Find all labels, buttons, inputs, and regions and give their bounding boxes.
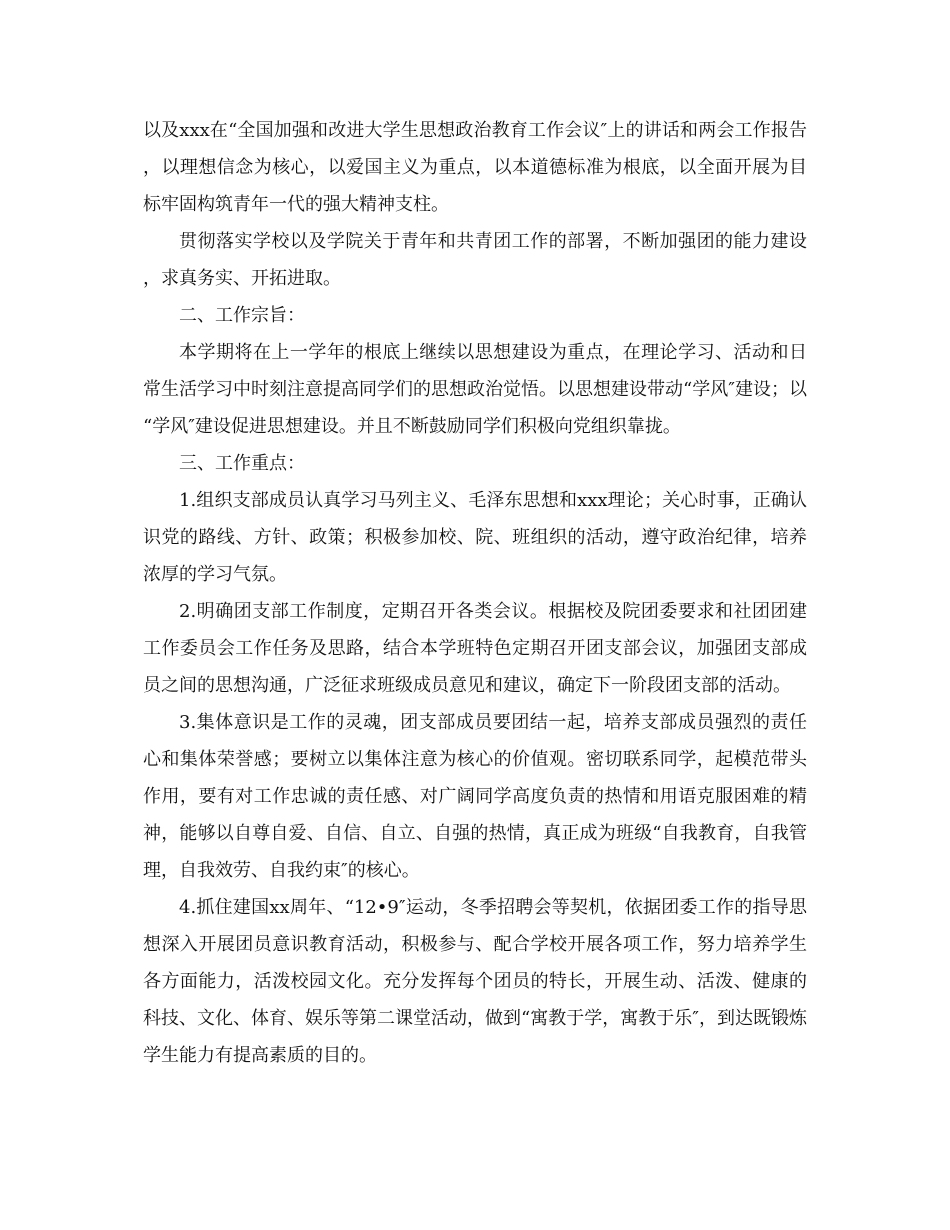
list-item-2: 2.明确团支部工作制度，定期召开各类会议。根据校及院团委要求和社团团建工作委员会工作任务及思路，结合本学班特色定期召开团支部会议，加强团支部成员之间的思想沟通，广泛征求班级成员意见和建议，确定下一阶段团支部的活动。 (143, 601, 807, 696)
paragraph-2: 贯彻落实学校以及学院关于青年和共青团工作的部署，不断加强团的能力建设，求真务实、开拓进取。 (143, 231, 807, 289)
section-heading-3: 三、工作重点： (179, 453, 305, 474)
paragraph-3: 本学期将在上一学年的根底上继续以思想建设为重点，在理论学习、活动和日常生活学习中时刻注意提高同学们的思想政治觉悟。以思想建设带动“学风″建设；以“学风″建设促进思想建设。并且不断鼓励同学们积极向党组织靠拢。 (143, 342, 807, 437)
list-item-1: 1.组织支部成员认真学习马列主义、毛泽东思想和xxx理论；关心时事，正确认识党的路线、方针、政策；积极参加校、院、班组织的活动，遵守政治纪律，培养浓厚的学习气氛。 (143, 490, 807, 585)
section-heading-2: 二、工作宗旨： (179, 305, 305, 326)
list-item-4: 4.抓住建国xx周年、“12•9″运动，冬季招聘会等契机，依据团委工作的指导思想深入开展团员意识教育活动，积极参与、配合学校开展各项工作，努力培养学生各方面能力，活泼校园文化。充分发挥每个团员的特长，开展生动、活泼、健康的科技、文化、体育、娱乐等第二课堂活动，做到“寓教于学，寓教于乐″，到达既锻炼学生能力有提高素质的目的。 (143, 897, 808, 1066)
document-body (143, 112, 807, 1074)
paragraph-1: 以及xxx在“全国加强和改进大学生思想政治教育工作会议″上的讲话和两会工作报告，以理想信念为核心，以爱国主义为重点，以本道德标准为根底，以全面开展为目标牢固构筑青年一代的强大精神支柱。 (143, 120, 807, 215)
list-item-3: 3.集体意识是工作的灵魂，团支部成员要团结一起，培养支部成员强烈的责任心和集体荣誉感；要树立以集体注意为核心的价值观。密切联系同学，起模范带头作用，要有对工作忠诚的责任感、对广阔同学高度负责的热情和用语克服困难的精神，能够以自尊自爱、自信、自立、自强的热情，真正成为班级“自我教育，自我管理，自我效劳、自我约束″的核心。 (143, 712, 807, 881)
